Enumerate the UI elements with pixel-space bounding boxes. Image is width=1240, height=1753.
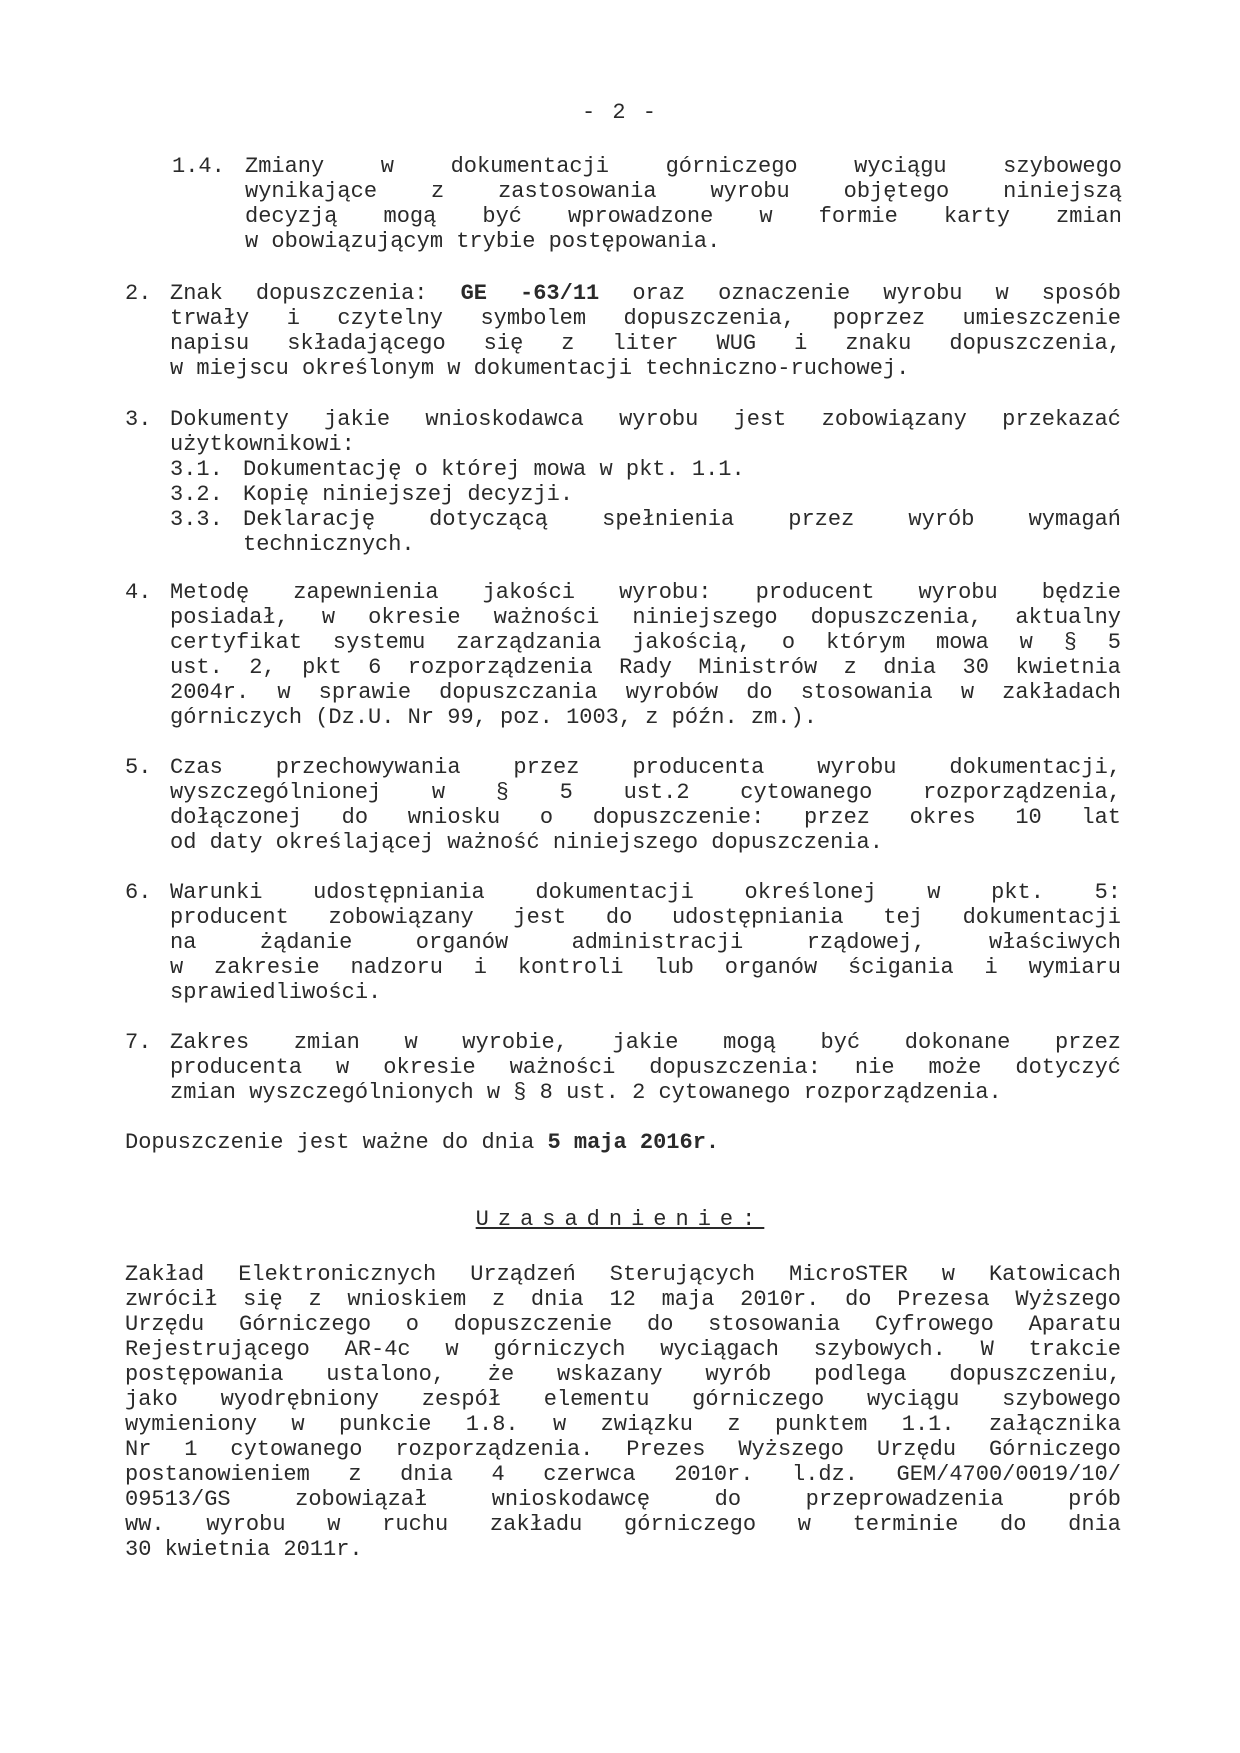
item-number: 1.4. (172, 154, 225, 179)
subitem-3-3 (170, 507, 1121, 557)
text-line: górniczych (Dz.U. Nr 99, poz. 1003, z późn. zm.). (170, 705, 817, 730)
item-number: 6. (125, 880, 152, 905)
text-line: trwały i czytelny symbolem dopuszczenia, poprzez umieszczenie (170, 306, 1121, 331)
text-line: Nr 1 cytowanego rozporządzenia. Prezes Wyższego Urzędu Górniczego (125, 1437, 1121, 1462)
text-line: dołączonej do wniosku o dopuszczenie: przez okres 10 lat (170, 805, 1121, 830)
text-line: wynikające z zastosowania wyrobu objętego niniejszą (245, 179, 1122, 204)
subitem-number: 3.3. (170, 507, 223, 532)
page-number: - 2 - (581, 100, 658, 125)
text-line: Zakład Elektronicznych Urządzeń Sterujących MicroSTER w Katowicach (125, 1262, 1121, 1287)
item-2 (125, 281, 1121, 381)
text-line: Kopię niniejszej decyzji. (243, 482, 574, 507)
text-line: wyszczególnionej w § 5 ust.2 cytowanego rozporządzenia, (170, 780, 1121, 805)
text-line: Rejestrującego AR-4c w górniczych wyciągach szybowych. W trakcie (125, 1337, 1121, 1362)
item-5 (125, 755, 1121, 855)
validity-statement (125, 1130, 1121, 1155)
text-line: od daty określającej ważność niniejszego dopuszczenia. (170, 830, 883, 855)
text-line: jako wyodrębniony zespół elementu górniczego wyciągu szybowego (125, 1387, 1121, 1412)
text-line: w obowiązującym trybie postępowania. (245, 229, 721, 254)
text-line: producenta w okresie ważności dopuszczenia: nie może dotyczyć (170, 1055, 1121, 1080)
validity-text: Dopuszczenie jest ważne do dnia (125, 1130, 535, 1155)
text-line: Metodę zapewnienia jakości wyrobu: producent wyrobu będzie (170, 580, 1121, 605)
subitem-number: 3.2. (170, 482, 223, 507)
text-line: Warunki udostępniania dokumentacji określonej w pkt. 5: (170, 880, 1121, 905)
validity-date: 5 maja 2016r. (547, 1130, 720, 1155)
item-7 (125, 1030, 1121, 1105)
approval-label: Znak dopuszczenia: (170, 281, 428, 306)
text-line: w zakresie nadzoru i kontroli lub organów ścigania i wymiaru (170, 955, 1121, 980)
subitem-number: 3.1. (170, 457, 223, 482)
text-line: postanowieniem z dnia 4 czerwca 2010r. l.dz. GEM/4700/0019/10/ (125, 1462, 1121, 1487)
text-line: posiadał, w okresie ważności niniejszego dopuszczenia, aktualny (170, 605, 1121, 630)
text-line: Czas przechowywania przez producenta wyrobu dokumentacji, (170, 755, 1121, 780)
text-line: producent zobowiązany jest do udostępniania tej dokumentacji (170, 905, 1121, 930)
item-3 (125, 407, 1121, 557)
text-line: Zmiany w dokumentacji górniczego wyciągu szybowego (245, 154, 1122, 179)
text-line: certyfikat systemu zarządzania jakością, o którym mowa w § 5 (170, 630, 1121, 655)
item-1-4 (172, 154, 1122, 254)
item-number: 7. (125, 1030, 152, 1055)
text-line: ust. 2, pkt 6 rozporządzenia Rady Ministrów z dnia 30 kwietnia (170, 655, 1121, 680)
justification-body (125, 1262, 1121, 1562)
item-6 (125, 880, 1121, 1005)
subitem-3-2 (170, 482, 1121, 507)
text-line: 30 kwietnia 2011r. (125, 1537, 363, 1562)
text-line: na żądanie organów administracji rządowej, właściwych (170, 930, 1121, 955)
text-line: Zakres zmian w wyrobie, jakie mogą być dokonane przez (170, 1030, 1121, 1055)
approval-rest: oraz oznaczenie wyrobu w sposób (632, 281, 1122, 306)
item-number: 2. (125, 281, 152, 306)
text-line: decyzją mogą być wprowadzone w formie karty zmian (245, 204, 1122, 229)
text-line: 09513/GS zobowiązał wnioskodawcę do przeprowadzenia prób (125, 1487, 1121, 1512)
text-line: Deklarację dotyczącą spełnienia przez wyrób wymagań (243, 507, 1121, 532)
justification-heading: Uzasadnienie: (475, 1207, 765, 1232)
text-line: Dokumentację o której mowa w pkt. 1.1. (243, 457, 745, 482)
text-line: 2004r. w sprawie dopuszczania wyrobów do stosowania w zakładach (170, 680, 1121, 705)
item-4 (125, 580, 1121, 730)
text-line: Urzędu Górniczego o dopuszczenie do stosowania Cyfrowego Aparatu (125, 1312, 1121, 1337)
text-line: technicznych. (243, 532, 415, 557)
item-number: 3. (125, 407, 152, 432)
text-line (170, 281, 1121, 306)
item-number: 4. (125, 580, 152, 605)
text-line: Dokumenty jakie wnioskodawca wyrobu jest zobowiązany przekazać (170, 407, 1121, 432)
text-line: napisu składającego się z liter WUG i znaku dopuszczenia, (170, 331, 1121, 356)
text-line: użytkownikowi: (170, 432, 355, 457)
text-line: postępowania ustalono, że wskazany wyrób podlega dopuszczeniu, (125, 1362, 1121, 1387)
item-number: 5. (125, 755, 152, 780)
text-line: w miejscu określonym w dokumentacji techniczno-ruchowej. (170, 356, 910, 381)
approval-mark: GE -63/11 (460, 281, 600, 306)
text-line: zmian wyszczególnionych w § 8 ust. 2 cytowanego rozporządzenia. (170, 1080, 1002, 1105)
text-line: zwrócił się z wnioskiem z dnia 12 maja 2010r. do Prezesa Wyższego (125, 1287, 1121, 1312)
subitem-3-1 (170, 457, 1121, 482)
text-line: sprawiedliwości. (170, 980, 382, 1005)
text-line: wymieniony w punkcie 1.8. w związku z punktem 1.1. załącznika (125, 1412, 1121, 1437)
text-line: ww. wyrobu w ruchu zakładu górniczego w terminie do dnia (125, 1512, 1121, 1537)
